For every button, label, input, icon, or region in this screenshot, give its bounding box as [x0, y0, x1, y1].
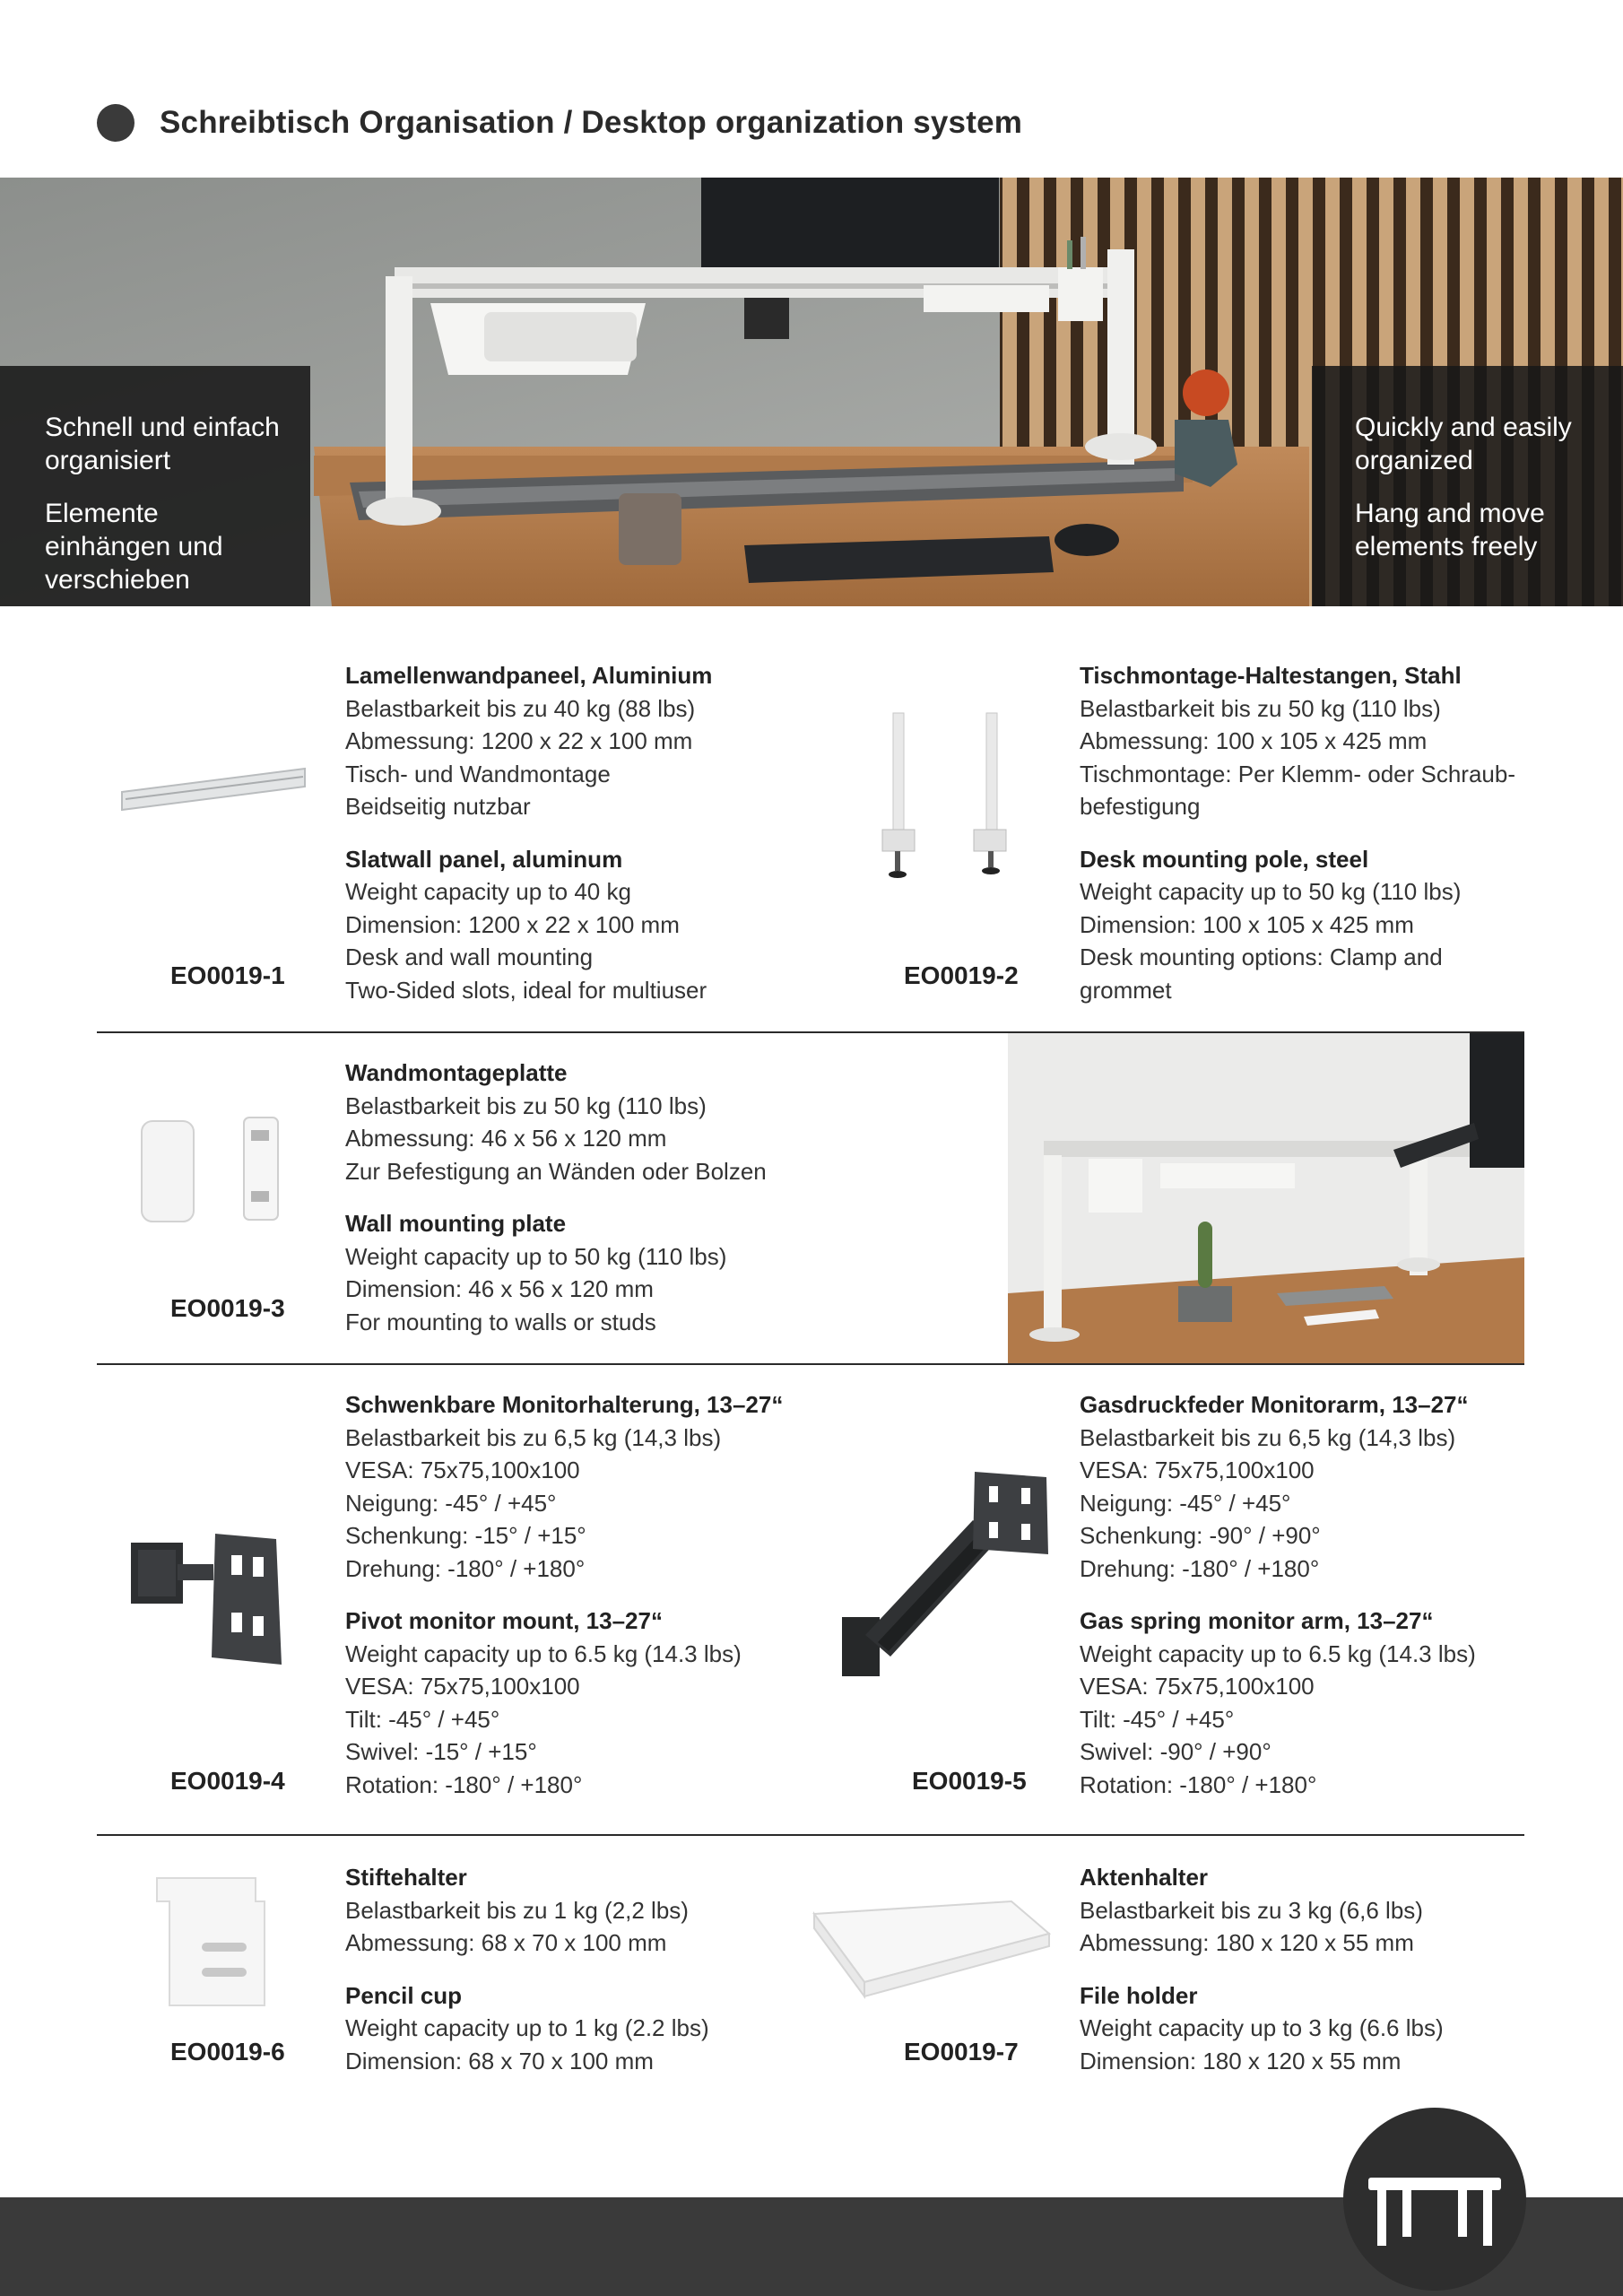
caption-line: Schnell und einfach organisiert	[45, 413, 280, 475]
spec-line: VESA: 75x75,100x100	[345, 1673, 580, 1700]
spec-line: Desk mounting options: Clamp and	[1080, 944, 1443, 970]
spec-line: Weight capacity up to 6.5 kg (14.3 lbs)	[345, 1639, 742, 1667]
spec-line: Dimension: 46 x 56 x 120 mm	[345, 1275, 654, 1302]
spec-line: Abmessung: 46 x 56 x 120 mm	[345, 1125, 667, 1152]
product-code: EO0019-5	[912, 1767, 1027, 1795]
product-heading: Slatwall panel, aluminum	[345, 845, 623, 873]
bullet-icon	[97, 104, 135, 142]
product-code: EO0019-6	[170, 2038, 285, 2066]
product-heading: File holder	[1080, 1981, 1198, 2009]
spec-line: Belastbarkeit bis zu 6,5 kg (14,3 lbs)	[345, 1423, 722, 1451]
spec-line: Drehung: -180° / +180°	[345, 1554, 586, 1582]
spec-line: Belastbarkeit bis zu 40 kg (88 lbs)	[345, 694, 696, 722]
spec-line: Tilt: -45° / +45°	[1080, 1705, 1235, 1733]
product-heading: Desk mounting pole, steel	[1080, 845, 1369, 873]
spec-line: Weight capacity up to 40 kg	[345, 878, 631, 905]
product-description-eo0019-6	[345, 1861, 709, 2077]
office-desk-photo	[1008, 1033, 1524, 1365]
spec-line: Swivel: -90° / +90°	[1080, 1738, 1271, 1765]
spec-line: Weight capacity up to 6.5 kg (14.3 lbs)	[1080, 1639, 1476, 1667]
hero-caption-english	[1312, 366, 1623, 606]
gas-spring-monitor-arm-icon	[838, 1466, 1054, 1682]
spec-line: Abmessung: 100 x 105 x 425 mm	[1080, 727, 1428, 754]
product-heading: Pencil cup	[345, 1981, 463, 2009]
product-description-eo0019-1	[345, 659, 712, 1006]
spec-line: Desk and wall mounting	[345, 944, 594, 970]
spec-line: grommet	[1080, 976, 1172, 1004]
spec-line: Belastbarkeit bis zu 1 kg (2,2 lbs)	[345, 1896, 689, 1924]
desk-badge	[1343, 2108, 1526, 2291]
spec-line: Abmessung: 180 x 120 x 55 mm	[1080, 1929, 1414, 1956]
desk-mounting-pole-icon	[861, 704, 1022, 883]
spec-line: Belastbarkeit bis zu 50 kg (110 lbs)	[345, 1091, 707, 1119]
product-code: EO0019-3	[170, 1294, 285, 1322]
product-description-eo0019-5	[1080, 1388, 1476, 1801]
spec-line: Weight capacity up to 50 kg (110 lbs)	[1080, 878, 1462, 905]
file-holder-icon	[807, 1892, 1058, 2000]
spec-line: For mounting to walls or studs	[345, 1308, 656, 1335]
section-divider	[97, 1834, 1524, 1836]
spec-line: Neigung: -45° / +45°	[1080, 1489, 1291, 1517]
product-heading: Wall mounting plate	[345, 1210, 567, 1237]
product-description-eo0019-2	[1080, 659, 1515, 1006]
spec-line: VESA: 75x75,100x100	[345, 1457, 580, 1483]
spec-line: Dimension: 180 x 120 x 55 mm	[1080, 2047, 1402, 2074]
spec-line: befestigung	[1080, 793, 1201, 820]
spec-line: VESA: 75x75,100x100	[1080, 1457, 1315, 1483]
spec-line: VESA: 75x75,100x100	[1080, 1673, 1315, 1700]
hero-image	[0, 178, 1623, 606]
spec-line: Weight capacity up to 50 kg (110 lbs)	[345, 1242, 727, 1270]
wall-mounting-plate-icon	[135, 1112, 296, 1229]
product-heading: Aktenhalter	[1080, 1864, 1209, 1891]
spec-line: Belastbarkeit bis zu 6,5 kg (14,3 lbs)	[1080, 1423, 1456, 1451]
page-title: Schreibtisch Organisation / Desktop organization system	[160, 105, 1023, 140]
caption-line: Hang and move elements freely	[1355, 499, 1545, 561]
spec-line: Rotation: -180° / +180°	[1080, 1770, 1317, 1798]
pencil-cup-icon	[148, 1874, 273, 2009]
caption-line: Elemente einhängen und verschieben	[45, 499, 223, 595]
product-heading: Gas spring monitor arm, 13–27“	[1080, 1607, 1434, 1634]
page-header	[97, 100, 1022, 145]
spec-line: Abmessung: 1200 x 22 x 100 mm	[345, 727, 693, 754]
spec-line: Schenkung: -90° / +90°	[1080, 1522, 1321, 1549]
spec-line: Tischmontage: Per Klemm- oder Schraub-	[1080, 760, 1516, 787]
product-code: EO0019-1	[170, 961, 285, 989]
product-description-eo0019-7	[1080, 1861, 1444, 2077]
product-description-eo0019-3	[345, 1057, 767, 1338]
product-heading: Tischmontage-Haltestangen, Stahl	[1080, 662, 1462, 689]
spec-line: Abmessung: 68 x 70 x 100 mm	[345, 1929, 667, 1956]
product-heading: Gasdruckfeder Monitorarm, 13–27“	[1080, 1391, 1469, 1418]
product-heading: Wandmontageplatte	[345, 1059, 568, 1086]
spec-line: Dimension: 68 x 70 x 100 mm	[345, 2047, 654, 2074]
spec-line: Drehung: -180° / +180°	[1080, 1554, 1320, 1582]
spec-line: Tisch- und Wandmontage	[345, 760, 611, 787]
product-code: EO0019-4	[170, 1767, 285, 1795]
spec-line: Neigung: -45° / +45°	[345, 1489, 557, 1517]
spec-line: Weight capacity up to 1 kg (2.2 lbs)	[345, 2014, 709, 2041]
spec-line: Weight capacity up to 3 kg (6.6 lbs)	[1080, 2014, 1444, 2041]
product-code: EO0019-2	[904, 961, 1019, 989]
product-code: EO0019-7	[904, 2038, 1019, 2066]
spec-line: Zur Befestigung an Wänden oder Bolzen	[345, 1157, 767, 1185]
spec-line: Swivel: -15° / +15°	[345, 1738, 537, 1765]
pivot-monitor-mount-icon	[126, 1525, 296, 1677]
spec-line: Tilt: -45° / +45°	[345, 1705, 500, 1733]
product-heading: Pivot monitor mount, 13–27“	[345, 1607, 663, 1634]
spec-line: Schenkung: -15° / +15°	[345, 1522, 586, 1549]
spec-line: Belastbarkeit bis zu 3 kg (6,6 lbs)	[1080, 1896, 1423, 1924]
product-heading: Schwenkbare Monitorhalterung, 13–27“	[345, 1391, 784, 1418]
spec-line: Beidseitig nutzbar	[345, 793, 531, 820]
spec-line: Dimension: 1200 x 22 x 100 mm	[345, 910, 680, 938]
product-heading: Lamellenwandpaneel, Aluminium	[345, 662, 713, 689]
hero-caption-german	[0, 366, 310, 606]
spec-line: Two-Sided slots, ideal for multiuser	[345, 976, 707, 1004]
slatwall-panel-icon	[117, 758, 314, 821]
spec-line: Belastbarkeit bis zu 50 kg (110 lbs)	[1080, 694, 1441, 722]
spec-line: Dimension: 100 x 105 x 425 mm	[1080, 910, 1414, 938]
spec-line: Rotation: -180° / +180°	[345, 1770, 583, 1798]
product-heading: Stiftehalter	[345, 1864, 467, 1891]
product-description-eo0019-4	[345, 1388, 783, 1801]
desk-icon	[1343, 2108, 1526, 2291]
section-divider	[97, 1363, 1524, 1365]
caption-line: Quickly and easily organized	[1355, 413, 1572, 475]
